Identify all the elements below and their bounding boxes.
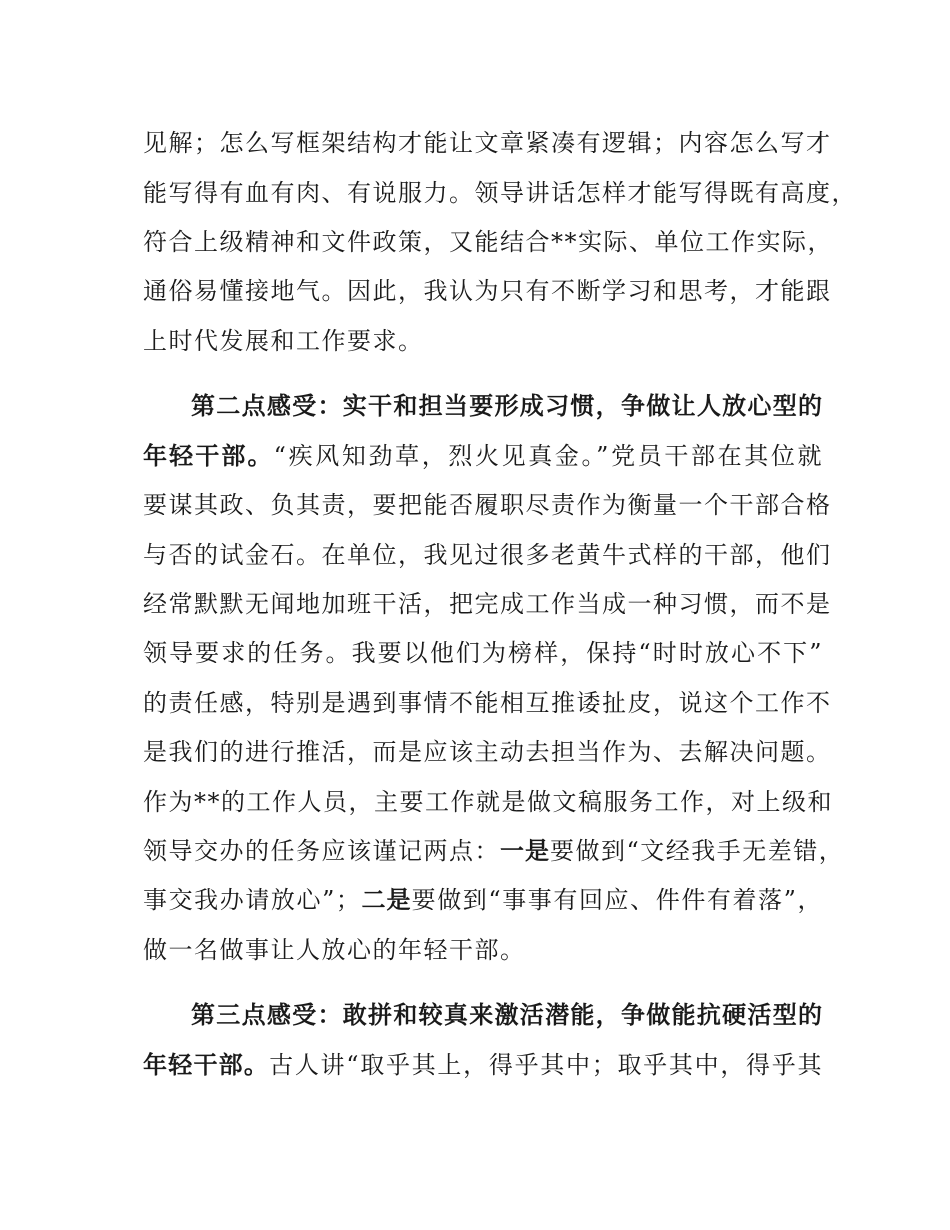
text-span: 要做到“事事有回应、件件有着落”， (411, 886, 823, 914)
text-span: 要做到“文经我手无差错， (550, 837, 845, 865)
text-line: 能写得有血有肉、有说服力。领导讲话怎样才能写得既有高度， (143, 179, 857, 207)
text-line: 领导要求的任务。我要以他们为榜样，保持“时时放心不下” (143, 639, 823, 667)
section-heading: 第三点感受：敢拼和较真来激活潜能，争做能抗硬活型的 (191, 1001, 823, 1029)
text-line: 上时代发展和工作要求。 (143, 327, 424, 355)
text-line: 见解；怎么写框架结构才能让文章紧凑有逻辑；内容怎么写才 (143, 129, 832, 157)
text-line: 符合上级精神和文件政策，又能结合**实际、单位工作实际， (143, 228, 833, 256)
emphasis-first: 一是 (500, 837, 550, 865)
heading-continuation: 年轻干部。 (143, 1051, 270, 1079)
text-line (143, 875, 823, 925)
text-line: 是我们的进行推活，而是应该主动去担当作为、去解决问题。 (143, 738, 832, 766)
text-line: 做一名做事让人放心的年轻干部。 (143, 936, 526, 964)
heading-continuation: 年轻干部。 (143, 442, 274, 470)
text-line: 的责任感，特别是遇到事情不能相互推诿扯皮，说这个工作不 (143, 689, 832, 717)
section-heading: 第二点感受：实干和担当要形成习惯，争做让人放心型的 (191, 392, 823, 420)
text-line (143, 1040, 823, 1090)
emphasis-second: 二是 (361, 886, 412, 914)
text-line: 要谋其政、负其责，要把能否履职尽责作为衡量一个干部合格 (143, 491, 832, 519)
text-span: 古人讲“取乎其上，得乎其中；取乎其中，得乎其 (269, 1051, 823, 1079)
text-span: 领导交办的任务应该谨记两点： (143, 837, 500, 865)
text-line (143, 826, 845, 876)
text-span: “疾风知劲草，烈火见真金。”党员干部在其位就 (273, 442, 823, 470)
text-line: 与否的试金石。在单位，我见过很多老黄牛式样的干部，他们 (143, 541, 832, 569)
text-span: 事交我办请放心”； (143, 886, 362, 914)
text-line: 通俗易懂接地气。因此，我认为只有不断学习和思考，才能跟 (143, 277, 832, 305)
text-line: 经常默默无闻地加班干活，把完成工作当成一种习惯，而不是 (143, 590, 832, 618)
text-line: 作为**的工作人员，主要工作就是做文稿服务工作，对上级和 (143, 788, 833, 816)
text-line (143, 431, 823, 481)
